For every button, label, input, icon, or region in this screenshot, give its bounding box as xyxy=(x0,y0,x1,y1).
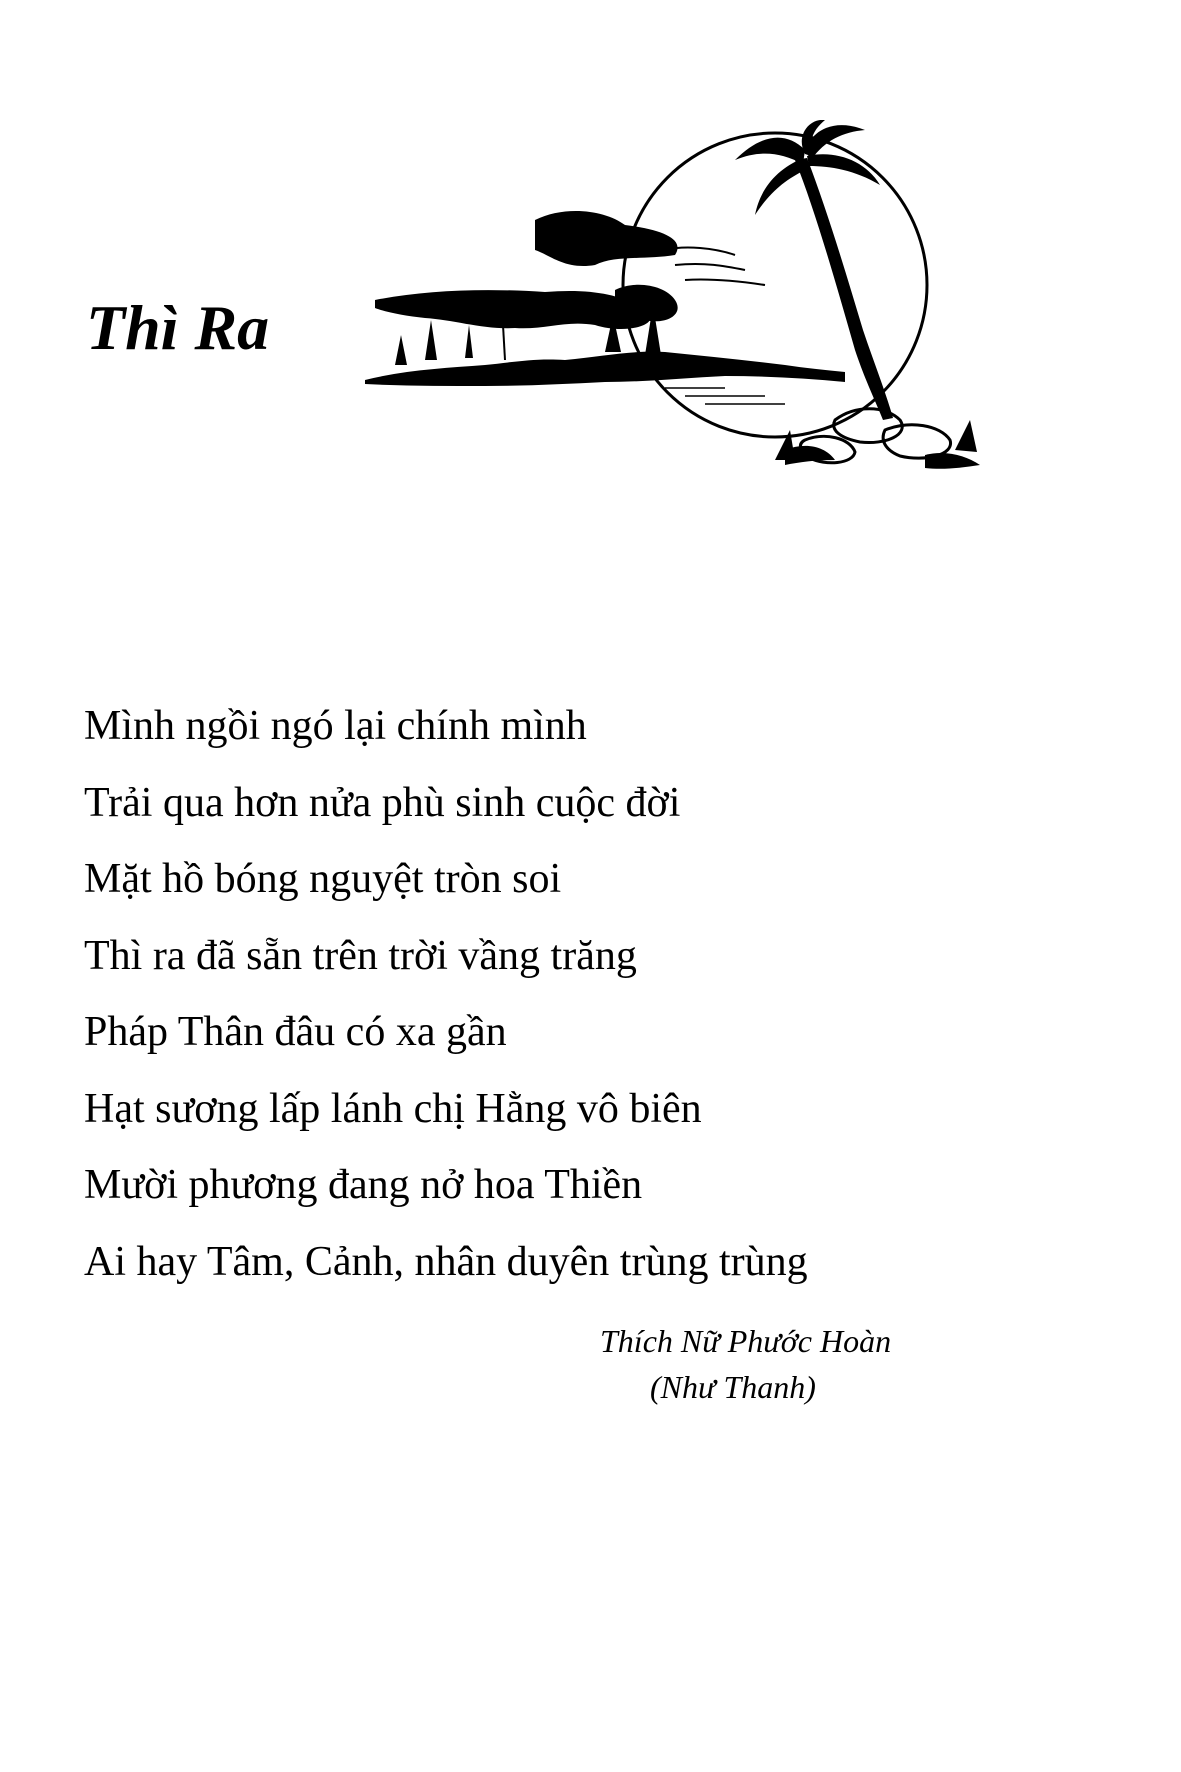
poem-line: Trải qua hơn nửa phù sinh cuộc đời xyxy=(84,779,681,826)
poem-title: Thì Ra xyxy=(86,292,270,363)
shoreline-icon xyxy=(365,352,845,386)
signature xyxy=(600,1318,891,1410)
poem-line: Ai hay Tâm, Cảnh, nhân duyên trùng trùng xyxy=(84,1238,808,1285)
author-name: Thích Nữ Phước Hoàn xyxy=(600,1323,892,1359)
poem-line: Mười phương đang nở hoa Thiền xyxy=(84,1162,643,1208)
poem-line: Hạt sương lấp lánh chị Hằng vô biên xyxy=(84,1085,702,1132)
poem-line: Mình ngồi ngó lại chính mình xyxy=(84,703,587,749)
poem-body xyxy=(84,688,808,1300)
poem-line: Mặt hồ bóng nguyệt tròn soi xyxy=(84,856,562,902)
moon-palm-lake-illustration xyxy=(365,120,1125,520)
author-alias: (Như Thanh) xyxy=(650,1369,816,1405)
poem-line: Thì ra đã sẵn trên trời vầng trăng xyxy=(84,932,637,979)
poem-line: Pháp Thân đâu có xa gần xyxy=(84,1009,507,1055)
